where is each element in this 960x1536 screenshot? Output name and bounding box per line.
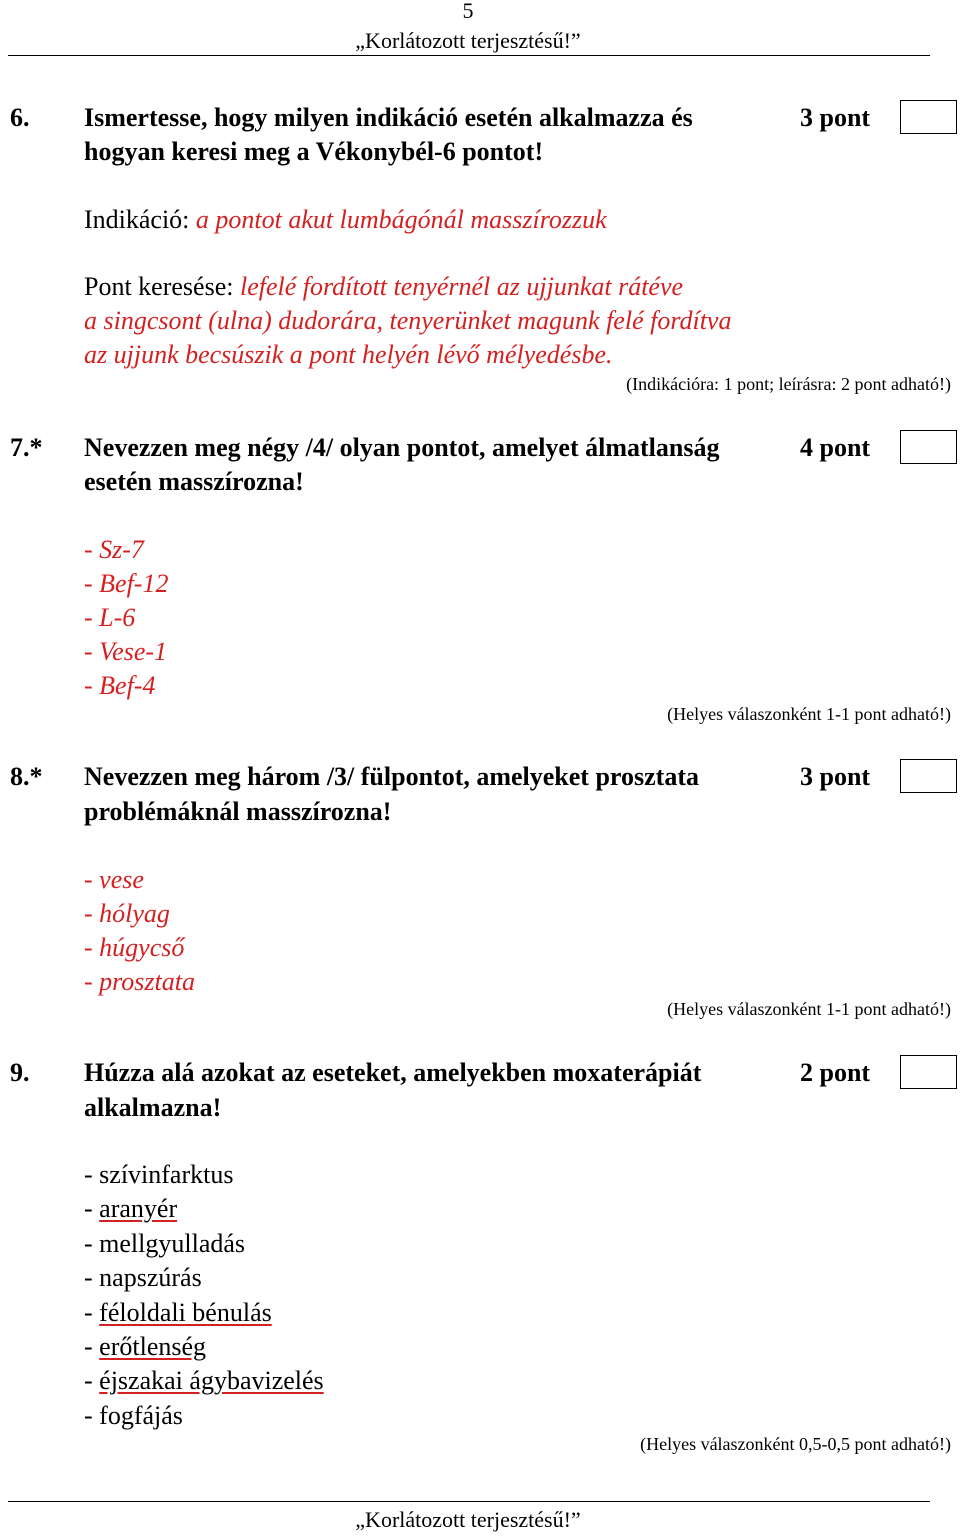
q8-answer-item: - vese bbox=[84, 865, 144, 894]
q9-option-text: fogfájás bbox=[99, 1400, 183, 1430]
q8-scoring-note: (Helyes válaszonként 1-1 pont adható!) bbox=[667, 999, 951, 1019]
q6-question-line1: Ismertesse, hogy milyen indikáció esetén alkalmazza és bbox=[84, 103, 693, 132]
q9-option[interactable] bbox=[84, 1194, 177, 1224]
q7-question-line2: esetén masszírozna! bbox=[84, 467, 304, 496]
q7-answer-item: - Bef-12 bbox=[84, 569, 169, 598]
q9-points: 2 pont bbox=[800, 1058, 871, 1087]
q8-number: 8.* bbox=[10, 762, 43, 791]
q6-score-box[interactable] bbox=[900, 100, 957, 134]
q6-indication bbox=[84, 205, 607, 235]
q8-answer-item: - prosztata bbox=[84, 967, 195, 996]
q9-option-dash: - bbox=[84, 1228, 93, 1258]
q9-option-text-underlined: féloldali bénulás bbox=[99, 1297, 272, 1327]
q9-option[interactable] bbox=[84, 1263, 202, 1293]
q6-search-answer-line1: lefelé fordított tenyérnél az ujjunkat rátéve bbox=[239, 272, 684, 301]
q9-option-dash: - bbox=[84, 1297, 93, 1327]
q8-score-box[interactable] bbox=[900, 759, 957, 793]
q8-question-line2: problémáknál masszírozna! bbox=[84, 797, 392, 826]
q9-option[interactable] bbox=[84, 1229, 245, 1259]
page-number: 5 bbox=[462, 0, 474, 23]
q9-option[interactable] bbox=[84, 1298, 272, 1328]
footer-divider bbox=[8, 1501, 930, 1502]
q9-option-dash: - bbox=[84, 1194, 93, 1224]
q9-option-text-underlined: aranyér bbox=[99, 1194, 178, 1224]
q9-number: 9. bbox=[10, 1058, 30, 1087]
q7-points: 4 pont bbox=[800, 433, 871, 462]
q6-scoring-note: (Indikációra: 1 pont; leírásra: 2 pont adható!) bbox=[626, 374, 951, 394]
q9-option-dash: - bbox=[84, 1400, 93, 1430]
q8-points: 3 pont bbox=[800, 762, 871, 791]
q6-indication-answer: a pontot akut lumbágónál masszírozzuk bbox=[195, 205, 607, 234]
header-title: „Korlátozott terjesztésű!” bbox=[355, 28, 581, 53]
header-divider bbox=[8, 55, 930, 56]
q9-option[interactable] bbox=[84, 1332, 206, 1362]
q7-scoring-note: (Helyes válaszonként 1-1 pont adható!) bbox=[667, 704, 951, 724]
q8-question-line1: Nevezzen meg három /3/ fülpontot, amelyeket prosztata bbox=[84, 762, 699, 791]
q6-question-line2: hogyan keresi meg a Vékonybél-6 pontot! bbox=[84, 137, 544, 166]
q7-score-box[interactable] bbox=[900, 430, 957, 464]
q9-option-text: mellgyulladás bbox=[99, 1228, 246, 1258]
q8-answer-item: - húgycső bbox=[84, 933, 185, 962]
q6-search-answer-line3: az ujjunk becsúszik a pont helyén lévő mélyedésbe. bbox=[84, 340, 613, 369]
footer-title: „Korlátozott terjesztésű!” bbox=[355, 1507, 581, 1532]
q9-option-dash: - bbox=[84, 1160, 93, 1189]
q9-score-box[interactable] bbox=[900, 1055, 957, 1089]
q9-option[interactable] bbox=[84, 1401, 183, 1431]
q6-search-label: Pont keresése: bbox=[84, 272, 234, 301]
q7-answer-item: - Bef-4 bbox=[84, 671, 156, 700]
q6-indication-label: Indikáció: bbox=[84, 205, 190, 234]
q9-question-line1: Húzza alá azokat az eseteket, amelyekben moxaterápiát bbox=[84, 1058, 702, 1087]
q7-number: 7.* bbox=[10, 433, 43, 462]
q7-answer-item: - L-6 bbox=[84, 603, 136, 632]
q7-answer-item: - Vese-1 bbox=[84, 637, 168, 666]
q6-points: 3 pont bbox=[800, 103, 871, 132]
q9-option-text-underlined: erőtlenség bbox=[99, 1332, 207, 1361]
q6-number: 6. bbox=[10, 103, 30, 132]
q9-option-text-underlined: éjszakai ágybavizelés bbox=[99, 1366, 324, 1396]
q9-question-line2: alkalmazna! bbox=[84, 1093, 222, 1122]
q9-option[interactable] bbox=[84, 1160, 233, 1190]
q9-option-text: szívinfarktus bbox=[99, 1160, 234, 1189]
q8-answer-item: - hólyag bbox=[84, 899, 170, 928]
q9-option-dash: - bbox=[84, 1263, 93, 1293]
q9-option-dash: - bbox=[84, 1332, 93, 1361]
q9-scoring-note: (Helyes válaszonként 0,5-0,5 pont adható!) bbox=[640, 1434, 951, 1454]
q9-option-dash: - bbox=[84, 1366, 93, 1396]
q9-option[interactable] bbox=[84, 1366, 324, 1396]
q6-search bbox=[84, 272, 683, 302]
q9-option-text: napszúrás bbox=[99, 1263, 202, 1293]
q7-answer-item: - Sz-7 bbox=[84, 535, 144, 564]
q7-question-line1: Nevezzen meg négy /4/ olyan pontot, amelyet álmatlanság bbox=[84, 433, 720, 462]
q6-search-answer-line2: a singcsont (ulna) dudorára, tenyerünket magunk felé fordítva bbox=[84, 306, 732, 335]
